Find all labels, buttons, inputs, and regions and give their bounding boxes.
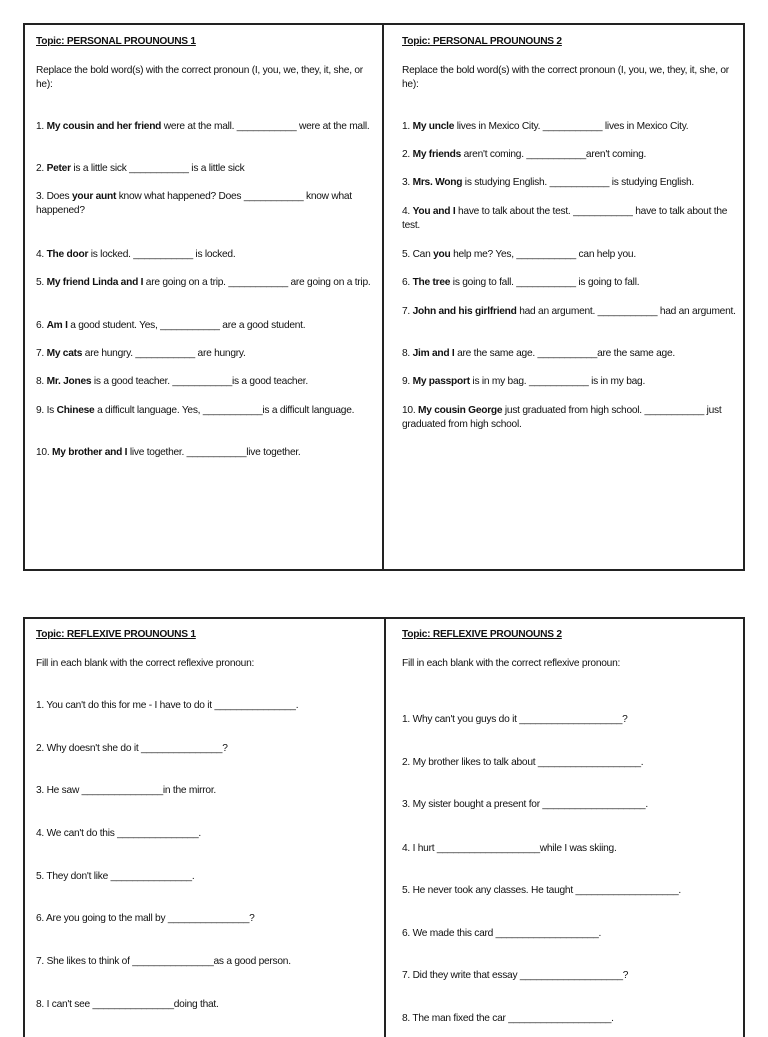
sheet1-item-9 (36, 404, 372, 418)
sheet1-item-7 (36, 347, 372, 361)
column-divider (384, 619, 386, 1037)
item-rest: a good student. Yes, ___________ are a good student. (67, 320, 306, 331)
sheet2-item-6 (402, 276, 738, 290)
item-prefix: 6. (402, 277, 413, 288)
sheet1-item-5 (36, 276, 372, 290)
sheet4-item-1: 1. Why can't you guys do it ___________________? (402, 714, 628, 725)
item-prefix: 3. Does (36, 191, 72, 202)
sheet1-item-6 (36, 319, 372, 333)
personal-pronouns-box (23, 23, 745, 571)
sheet3-topic: Topic: REFLEXIVE PROUNOUNS 1 (36, 629, 196, 640)
sheet2-item-10 (402, 404, 738, 432)
bold-phrase: your aunt (71, 191, 117, 202)
item-prefix: 9. (402, 376, 413, 387)
sheet3-item-4: 4. We can't do this _______________. (36, 828, 201, 839)
sheet2-item-2 (402, 148, 738, 162)
item-rest: had an argument. ___________ had an argument. (516, 306, 736, 317)
sheet4-instructions: Fill in each blank with the correct reflexive pronoun: (402, 658, 621, 669)
sheet4-item-5: 5. He never took any classes. He taught ___________________. (402, 885, 681, 896)
bold-phrase: My cousin and her friend (46, 121, 162, 132)
sheet2-item-4 (402, 205, 738, 233)
sheet4-item-3: 3. My sister bought a present for ___________________. (402, 799, 648, 810)
bold-phrase: My cousin George (418, 405, 503, 416)
item-rest: live together. ___________live together. (127, 447, 301, 458)
item-rest: have to talk about the test. ___________ have to talk about the test. (402, 206, 728, 231)
bold-phrase: Am I (46, 320, 68, 331)
item-rest: is going to fall. ___________ is going to fall. (450, 277, 640, 288)
sheet2-item-3 (402, 176, 738, 190)
bold-phrase: My brother and I (52, 447, 128, 458)
sheet2-instructions: Replace the bold word(s) with the correct pronoun (I, you, we, they, it, she, or he): (402, 65, 729, 90)
sheet4-item-2: 2. My brother likes to talk about ___________________. (402, 757, 644, 768)
sheet3-item-3: 3. He saw _______________in the mirror. (36, 785, 216, 796)
item-rest: are going on a trip. ___________ are going on a trip. (143, 277, 371, 288)
sheet3-item-6: 6. Are you going to the mall by _______________? (36, 913, 255, 924)
item-rest: aren't coming. ___________aren't coming. (461, 149, 647, 160)
bold-phrase: The tree (412, 277, 451, 288)
bold-phrase: The door (46, 249, 89, 260)
sheet3-item-8: 8. I can't see _______________doing that. (36, 999, 219, 1010)
bold-phrase: My friend Linda and I (46, 277, 144, 288)
item-rest: is a little sick ___________ is a little sick (70, 163, 245, 174)
sheet3-item-5: 5. They don't like _______________. (36, 871, 195, 882)
bold-phrase: My cats (46, 348, 83, 359)
sheet3-item-7: 7. She likes to think of _______________as a good person. (36, 956, 291, 967)
sheet4-topic: Topic: REFLEXIVE PROUNOUNS 2 (402, 629, 562, 640)
item-prefix: 1. (402, 121, 413, 132)
item-prefix: 10. (402, 405, 418, 416)
sheet2-item-5 (402, 248, 738, 262)
sheet4-item-6: 6. We made this card ___________________. (402, 928, 602, 939)
sheet3-item-1: 1. You can't do this for me - I have to do it _______________. (36, 700, 299, 711)
item-prefix: 6. (36, 320, 47, 331)
sheet1-instructions: Replace the bold word(s) with the correct pronoun (I, you, we, they, it, she, or he): (36, 65, 363, 90)
item-prefix: 5. Can (402, 249, 434, 260)
bold-phrase: Mrs. Wong (412, 177, 463, 188)
bold-phrase: Mr. Jones (46, 376, 92, 387)
item-prefix: 7. (36, 348, 47, 359)
item-rest: is locked. ___________ is locked. (88, 249, 236, 260)
sheet1-topic: Topic: PERSONAL PROUNOUNS 1 (36, 36, 196, 47)
sheet1-item-4 (36, 248, 372, 262)
bold-phrase: My passport (412, 376, 470, 387)
bold-phrase: You and I (412, 206, 456, 217)
item-rest: are the same age. ___________are the same age. (454, 348, 675, 359)
item-prefix: 2. (36, 163, 47, 174)
item-rest: know what happened? Does ___________ know what happened? (36, 191, 352, 216)
item-rest: is studying English. ___________ is studying English. (462, 177, 694, 188)
sheet1-item-2 (36, 162, 372, 176)
item-prefix: 7. (402, 306, 413, 317)
sheet2-topic: Topic: PERSONAL PROUNOUNS 2 (402, 36, 562, 47)
sheet2-item-7 (402, 305, 738, 319)
sheet2-item-9 (402, 375, 738, 389)
item-rest: lives in Mexico City. ___________ lives in Mexico City. (454, 121, 689, 132)
sheet2-item-1 (402, 120, 738, 134)
bold-phrase: Chinese (56, 405, 95, 416)
item-prefix: 5. (36, 277, 47, 288)
bold-phrase: My friends (412, 149, 462, 160)
bold-phrase: you (433, 249, 451, 260)
item-prefix: 8. (36, 376, 47, 387)
sheet1-item-3 (36, 190, 366, 218)
item-rest: just graduated from high school. ___________ just graduated from high school. (402, 405, 722, 430)
bold-phrase: My uncle (412, 121, 455, 132)
sheet4-item-8: 8. The man fixed the car ___________________. (402, 1013, 614, 1024)
sheet4-item-7: 7. Did they write that essay ___________________? (402, 970, 629, 981)
item-prefix: 8. (402, 348, 413, 359)
column-divider (382, 25, 384, 569)
item-prefix: 2. (402, 149, 413, 160)
item-rest: help me? Yes, ___________ can help you. (450, 249, 636, 260)
sheet3-instructions: Fill in each blank with the correct reflexive pronoun: (36, 658, 255, 669)
item-prefix: 10. (36, 447, 52, 458)
item-prefix: 4. (36, 249, 47, 260)
item-rest: are hungry. ___________ are hungry. (82, 348, 246, 359)
sheet1-item-8 (36, 375, 372, 389)
sheet1-item-10 (36, 446, 372, 460)
bold-phrase: John and his girlfriend (412, 306, 517, 317)
sheet3-item-2: 2. Why doesn't she do it _______________? (36, 743, 228, 754)
bold-phrase: Jim and I (412, 348, 455, 359)
item-prefix: 3. (402, 177, 413, 188)
sheet4-item-4: 4. I hurt ___________________while I was skiing. (402, 843, 617, 854)
item-rest: a difficult language. Yes, ___________is a difficult language. (94, 405, 355, 416)
item-prefix: 9. Is (36, 405, 57, 416)
sheet2-item-8 (402, 347, 738, 361)
item-prefix: 4. (402, 206, 413, 217)
item-rest: were at the mall. ___________ were at the mall. (161, 121, 370, 132)
sheet1-item-1: 1. My cousin and her friend were at the mall. ___________ were at the mall. (36, 121, 370, 132)
item-rest: is in my bag. ___________ is in my bag. (469, 376, 646, 387)
item-rest: is a good teacher. ___________is a good teacher. (91, 376, 308, 387)
bold-phrase: Peter (46, 163, 71, 174)
